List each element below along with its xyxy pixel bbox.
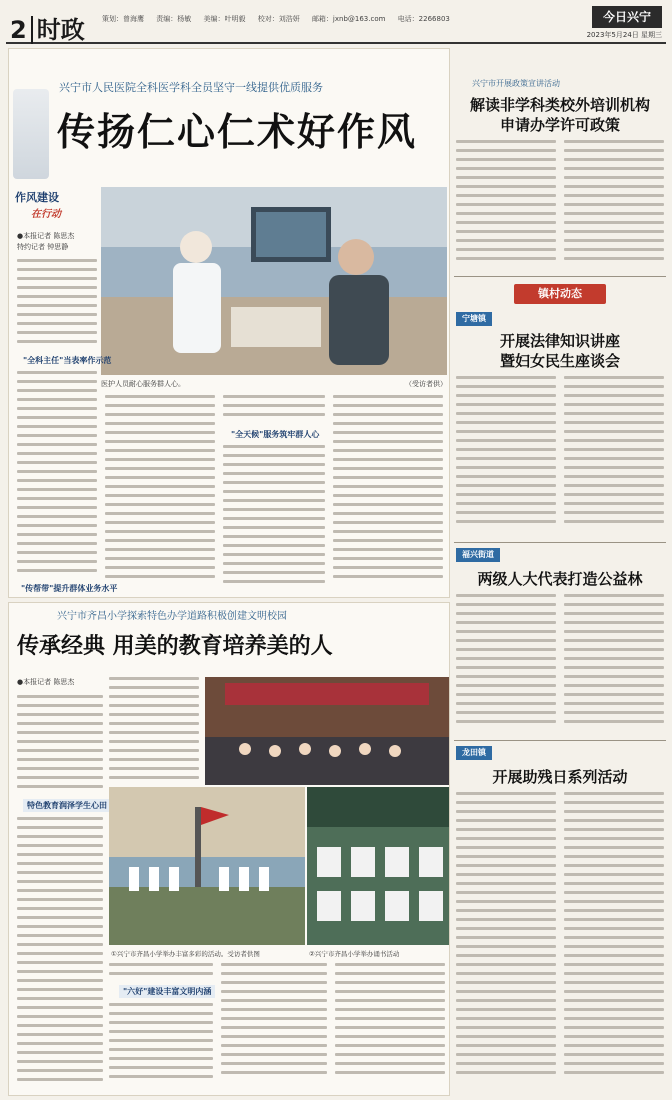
lead-text-col1a [17, 259, 97, 351]
lead-text-col3b [223, 445, 325, 591]
story1-text-col1 [456, 140, 556, 270]
column-tag-line1: 作风建设 [15, 191, 59, 204]
caption-credit: （受访者供） [405, 380, 447, 388]
town-tag-1: 宁塘镇 [456, 312, 492, 326]
school-caption-right: ②兴宁市齐昌小学举办诵书活动 [309, 950, 400, 958]
school-hall-image [205, 677, 449, 785]
newspaper-page [6, 4, 666, 1096]
school-text-col2c [109, 1003, 213, 1089]
school-photo-main [109, 787, 305, 945]
caption-text: 医护人员耐心服务群人心。 [101, 380, 185, 388]
story4-text-col2 [564, 792, 664, 1088]
school-ceremony-image [109, 787, 305, 945]
school-byline [17, 677, 74, 688]
lead-text-col4 [333, 395, 443, 591]
story1-headline-line1: 解读非学科类校外培训机构 [469, 96, 650, 114]
staff-credit: 责编：杨敏 [156, 15, 192, 23]
school-reading-image [307, 787, 449, 945]
school-photo-side [307, 787, 449, 945]
story4-text-col1 [456, 792, 556, 1088]
story1-text-col2 [564, 140, 664, 270]
lead-byline [17, 231, 74, 253]
clinic-scene-image [101, 187, 447, 375]
story2-headline-line1: 开展法律知识讲座 [499, 332, 620, 350]
staff-credit: 邮箱：jxnb@163.com [311, 15, 386, 23]
staff-credit: 策划：曾海鹰 [102, 15, 144, 23]
byline-line: 特约记者 钟思静 [17, 243, 69, 251]
lead-text-col3a [223, 395, 325, 425]
lead-subhead-3: "全天候"服务筑牢群人心 [231, 430, 320, 439]
school-photo-top [205, 677, 449, 785]
lead-text-col2 [105, 395, 215, 591]
byline-line: ●本报记者 陈思杰 [17, 678, 75, 686]
lead-story [8, 48, 450, 598]
lead-text-col1b [17, 371, 97, 581]
column-tag [15, 189, 91, 221]
story4-headline: 开展助残日系列活动 [492, 768, 628, 786]
lead-subhead-1: "全科主任"当表率作示范 [23, 356, 112, 365]
story-divider [454, 542, 666, 543]
right-column [454, 48, 666, 1096]
staff-credit: 校对：刘浩妍 [257, 15, 300, 23]
school-subhead-2: "六好"建设丰富文明内涵 [119, 985, 215, 998]
story3-text-col1 [456, 594, 556, 734]
newspaper-logo: 今日兴宁 [592, 6, 662, 28]
lead-photo [101, 187, 447, 375]
school-text-col1a [17, 695, 103, 795]
page-number-value: 2 [10, 16, 33, 44]
story1-kicker: 兴宁市开展政策宣讲活动 [472, 79, 560, 88]
school-kicker: 兴宁市齐昌小学探索特色办学道路积极创建文明校园 [57, 611, 287, 622]
story2-text-col1 [456, 376, 556, 536]
staff-credit: 电话：2266803 [397, 15, 450, 23]
column-tag-line2: 在行动 [31, 209, 61, 220]
school-text-col1b [17, 817, 103, 1087]
story3-headline: 两级人大代表打造公益林 [477, 570, 643, 588]
school-text-col2b [109, 963, 213, 983]
staff-credits [102, 14, 460, 24]
town-tag-3: 龙田镇 [456, 746, 492, 760]
decorative-graphic [13, 89, 49, 179]
school-text-col2a [109, 677, 199, 785]
story1-headline-line2: 申请办学许可政策 [499, 116, 620, 134]
school-caption-left: ①兴宁市齐昌小学举办丰富多彩的活动。受访者供图 [111, 950, 260, 958]
school-headline: 传承经典 用美的教育培养美的人 [17, 633, 333, 659]
school-text-col3 [221, 963, 327, 1089]
masthead [6, 4, 666, 44]
story2-headline-line2: 暨妇女民生座谈会 [499, 352, 620, 370]
dateline: 2023年5月24日 星期三 [586, 31, 662, 39]
lead-kicker: 兴宁市人民医院全科医学科全员坚守一线提供优质服务 [59, 81, 323, 94]
lead-photo-caption [101, 379, 447, 389]
byline-line: ●本报记者 陈思杰 [17, 232, 75, 240]
story-divider [454, 740, 666, 741]
school-text-col4 [335, 963, 445, 1089]
story2-text-col2 [564, 376, 664, 536]
section-divider [454, 276, 666, 277]
lead-headline: 传扬仁心仁术好作风 [57, 109, 418, 154]
school-subhead-1: 特色教育润泽学生心田 [23, 799, 111, 812]
story3-text-col2 [564, 594, 664, 734]
section-banner: 镇村动态 [514, 284, 606, 304]
school-story [8, 602, 450, 1096]
lead-subhead-2: "传帮带"提升群体业务水平 [21, 584, 118, 593]
section-name: 时政 [36, 16, 85, 44]
town-tag-2: 福兴街道 [456, 548, 500, 562]
staff-credit: 美编：叶明毅 [203, 15, 246, 23]
page-number [10, 10, 85, 45]
